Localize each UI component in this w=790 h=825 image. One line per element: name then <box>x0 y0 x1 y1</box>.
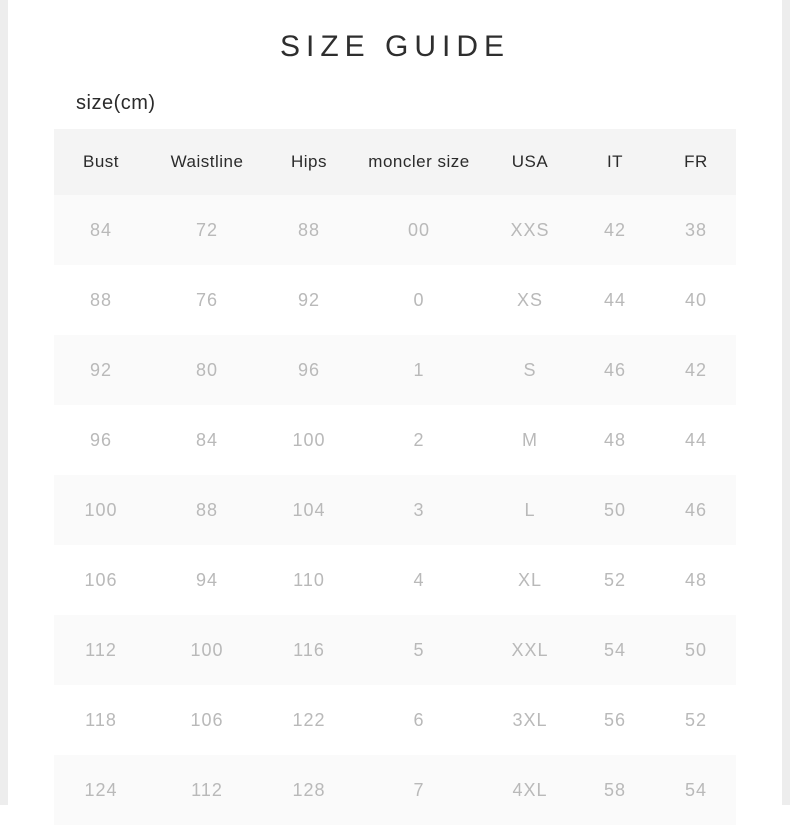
cell-usa: 4XL <box>512 779 548 800</box>
cell-moncler-size: 4 <box>413 569 425 590</box>
cell-it: 50 <box>603 499 627 520</box>
cell-waistline: 94 <box>195 569 219 590</box>
cell-bust: 92 <box>89 359 113 380</box>
cell-usa: XL <box>517 569 543 590</box>
size-table-header <box>54 129 736 195</box>
cell-usa: XXS <box>510 219 550 240</box>
cell-fr: 38 <box>684 219 708 240</box>
size-table-container <box>54 129 736 825</box>
cell-hips: 92 <box>297 289 321 310</box>
cell-fr: 54 <box>684 779 708 800</box>
cell-hips: 100 <box>292 429 326 450</box>
cell-bust: 106 <box>84 569 118 590</box>
size-table <box>54 129 736 825</box>
page-title: SIZE GUIDE <box>279 30 511 63</box>
column-header-usa: USA <box>511 152 549 171</box>
cell-moncler-size: 2 <box>413 429 425 450</box>
cell-waistline: 84 <box>195 429 219 450</box>
table-row <box>54 405 736 475</box>
cell-usa: XS <box>516 289 543 310</box>
cell-it: 48 <box>603 429 627 450</box>
cell-moncler-size: 1 <box>413 359 425 380</box>
cell-bust: 100 <box>84 499 118 520</box>
cell-fr: 42 <box>684 359 708 380</box>
cell-usa: M <box>522 429 538 450</box>
cell-moncler-size: 6 <box>413 709 425 730</box>
cell-it: 46 <box>603 359 627 380</box>
table-header-row <box>54 129 736 195</box>
table-row <box>54 615 736 685</box>
cell-fr: 44 <box>684 429 708 450</box>
cell-waistline: 100 <box>190 639 224 660</box>
page-left-edge <box>0 0 8 805</box>
cell-hips: 96 <box>297 359 321 380</box>
cell-hips: 122 <box>292 709 326 730</box>
table-row <box>54 195 736 265</box>
cell-bust: 124 <box>84 779 118 800</box>
cell-bust: 96 <box>89 429 113 450</box>
table-row <box>54 335 736 405</box>
column-header-bust: Bust <box>82 152 120 171</box>
cell-waistline: 106 <box>190 709 224 730</box>
cell-hips: 88 <box>297 219 321 240</box>
cell-it: 54 <box>603 639 627 660</box>
table-row <box>54 545 736 615</box>
cell-waistline: 80 <box>195 359 219 380</box>
column-header-moncler-size: moncler size <box>368 152 470 171</box>
table-row <box>54 755 736 825</box>
cell-it: 44 <box>603 289 627 310</box>
cell-waistline: 72 <box>195 219 219 240</box>
cell-fr: 48 <box>684 569 708 590</box>
cell-bust: 84 <box>89 219 113 240</box>
size-table-body <box>54 195 736 825</box>
cell-fr: 52 <box>684 709 708 730</box>
cell-waistline: 76 <box>195 289 219 310</box>
cell-hips: 128 <box>292 779 326 800</box>
cell-moncler-size: 5 <box>413 639 425 660</box>
cell-fr: 50 <box>684 639 708 660</box>
column-header-hips: Hips <box>290 152 327 171</box>
cell-fr: 40 <box>684 289 708 310</box>
cell-it: 58 <box>603 779 627 800</box>
cell-waistline: 88 <box>195 499 219 520</box>
cell-moncler-size: 00 <box>407 219 431 240</box>
cell-moncler-size: 7 <box>413 779 425 800</box>
table-row <box>54 685 736 755</box>
cell-fr: 46 <box>684 499 708 520</box>
page-right-edge <box>782 0 790 805</box>
cell-hips: 110 <box>293 569 325 590</box>
unit-label: size(cm) <box>76 92 156 114</box>
cell-bust: 112 <box>85 639 117 660</box>
table-row <box>54 475 736 545</box>
table-row <box>54 265 736 335</box>
cell-hips: 116 <box>293 639 325 660</box>
cell-waistline: 112 <box>191 779 223 800</box>
column-header-it: IT <box>606 152 624 171</box>
cell-it: 52 <box>603 569 627 590</box>
cell-it: 56 <box>603 709 627 730</box>
column-header-waistline: Waistline <box>170 152 244 171</box>
cell-usa: L <box>524 499 536 520</box>
cell-usa: S <box>523 359 537 380</box>
cell-hips: 104 <box>292 499 326 520</box>
cell-moncler-size: 3 <box>413 499 425 520</box>
cell-usa: XXL <box>511 639 549 660</box>
cell-usa: 3XL <box>512 709 548 730</box>
cell-moncler-size: 0 <box>413 289 425 310</box>
cell-bust: 118 <box>85 709 117 730</box>
cell-bust: 88 <box>89 289 113 310</box>
cell-it: 42 <box>603 219 627 240</box>
column-header-fr: FR <box>684 152 708 171</box>
